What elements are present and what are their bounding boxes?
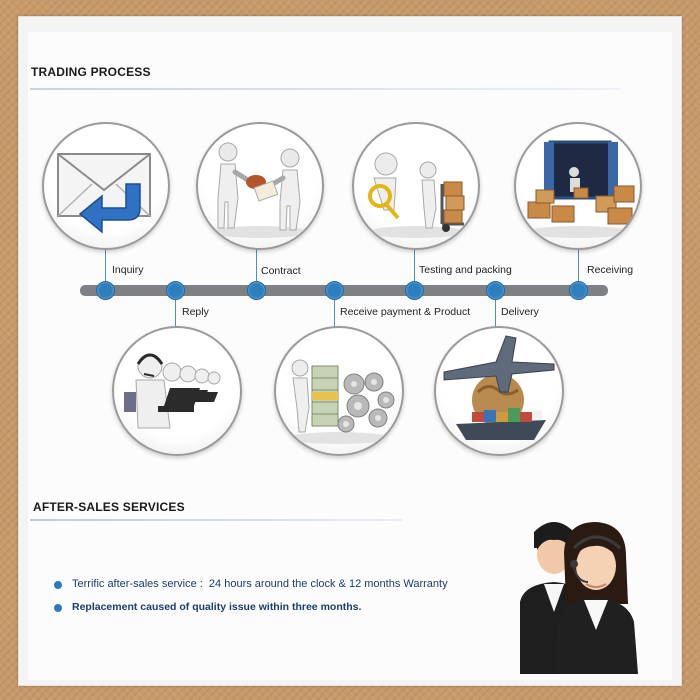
payment-product-illustration: [274, 326, 404, 456]
timeline-bar: [80, 285, 608, 296]
call-center-icon: [114, 328, 240, 454]
reply-illustration: [112, 326, 242, 456]
envelope-reply-icon: [44, 124, 168, 248]
contract-illustration: [196, 122, 324, 250]
bullet-icon: [54, 604, 62, 612]
after-sales-underline: [30, 519, 402, 521]
timeline-node-inquiry: [96, 281, 115, 300]
after-sales-item-text: Replacement caused of quality issue within three months.: [72, 601, 362, 613]
timeline-node-testing: [405, 281, 424, 300]
after-sales-title: AFTER-SALES SERVICES: [33, 500, 185, 514]
after-sales-item: [52, 578, 448, 590]
delivery-illustration: [434, 326, 564, 456]
bullet-icon: [54, 581, 62, 589]
contract-handshake-icon: [198, 124, 322, 248]
customer-support-photo: [516, 512, 642, 674]
after-sales-item: [52, 601, 448, 613]
step-label-receiving: Receiving: [587, 264, 634, 276]
plane-ship-globe-icon: [436, 328, 562, 454]
after-sales-item-text: Terrific after-sales service : 24 hours around the clock & 12 months Warranty: [72, 578, 448, 590]
step-label-payment: Receive payment & Product: [340, 306, 471, 318]
container-boxes-icon: [516, 124, 640, 248]
timeline-node-receiving: [569, 281, 588, 300]
timeline-node-reply: [166, 281, 185, 300]
trading-process-title: TRADING PROCESS: [31, 65, 151, 79]
money-gears-icon: [276, 328, 402, 454]
receiving-illustration: [514, 122, 642, 250]
after-sales-list: [52, 578, 448, 624]
step-label-inquiry: Inquiry: [112, 264, 144, 276]
inspection-cart-icon: [354, 124, 478, 248]
step-label-reply: Reply: [182, 306, 209, 318]
customer-support-agents-icon: [516, 512, 642, 674]
timeline-node-delivery: [486, 281, 505, 300]
testing-packing-illustration: [352, 122, 480, 250]
inquiry-illustration: [42, 122, 170, 250]
timeline-node-payment: [325, 281, 344, 300]
trading-title-underline: [30, 88, 620, 90]
timeline-node-contract: [247, 281, 266, 300]
step-label-contract: Contract: [261, 265, 301, 277]
step-label-testing: Testing and packing: [419, 264, 512, 276]
step-label-delivery: Delivery: [501, 306, 539, 318]
